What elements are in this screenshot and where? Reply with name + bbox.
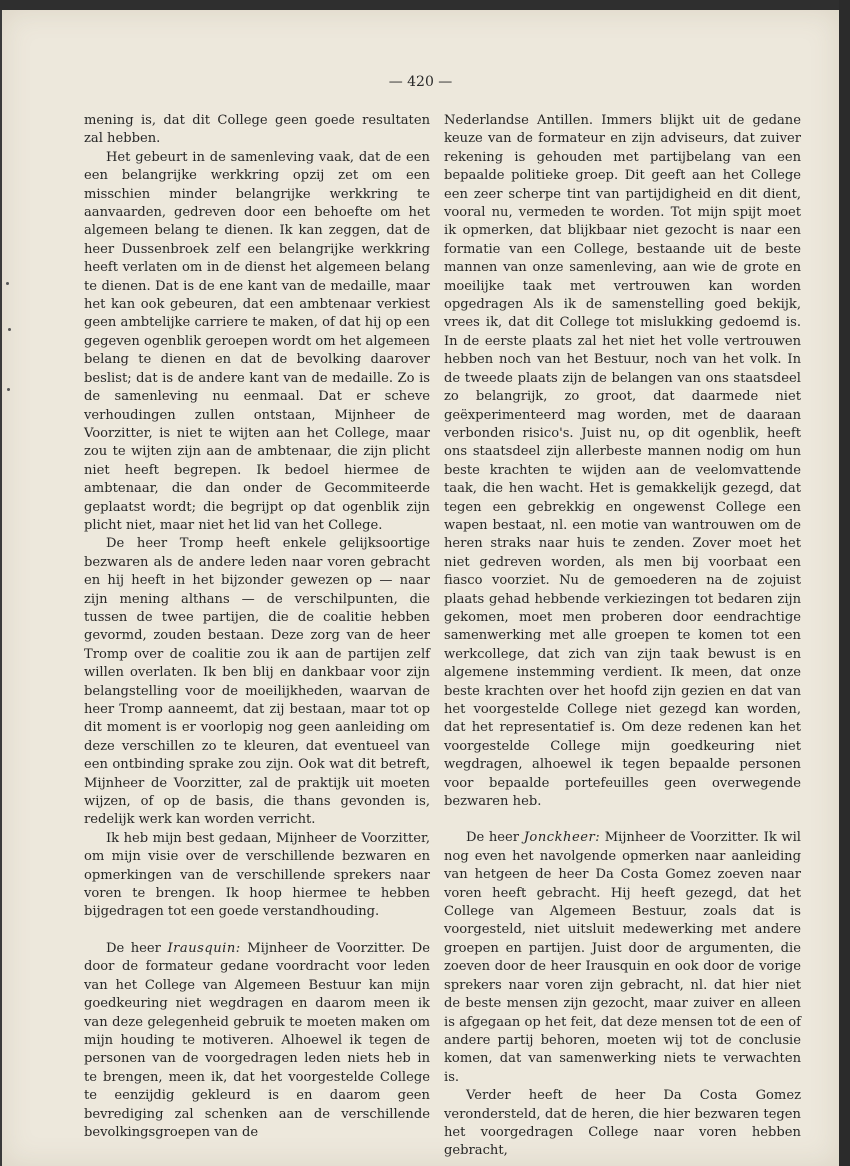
paragraph: mening is, dat dit College geen goede resultaten zal hebben.	[84, 113, 430, 147]
speaker-paragraph	[84, 940, 430, 1142]
speaker-paragraph	[444, 829, 801, 1087]
speaker-name: Jonckheer:	[523, 830, 601, 846]
right-column	[444, 112, 801, 1161]
speaker-text: Mijnheer de Voorzitter. Ik wil nog even het navolgende opmerken naar aanleiding van hetgeen de heer Da Costa Gomez zoeven naar voren heeft gebracht. Hij heeft gezegd, dat het College van Algemeen Bestuur, zoals dat is voorgesteld, niet uitsluit medewerking met andere groepen en partijen. Juist door de argumenten, die zoeven door de heer Irausquin en ook door de vorige sprekers naar voren zijn gebracht, nl. dat hier niet de beste mensen zijn gezocht, maar zuiver en alleen is afgegaan op het feit, dat deze mensen tot de een of andere partij behoren, moeten wij tot de conclusie komen, dat van samenwerking niets te verwachten is.	[444, 830, 801, 1085]
paragraph: Het gebeurt in de samenleving vaak, dat de een een belangrijke werkkring opzij zet om een misschien minder belangrijke werkkring te aanvaarden, gedreven door een behoefte om het algemeen belang te dienen. Ik kan zeggen, dat de heer Dussenbroek zelf een belangrijke werkkring heeft verlaten om in de dienst het algemeen belang te dienen. Dat is de ene kant van de medaille, maar het kan ook gebeuren, dat een ambtenaar verkiest geen ambtelijke carriere te maken, of dat hij op een gegeven ogenblik geroepen wordt om het algemeen belang te dienen en dat de bevolking daarover beslist; dat is de andere kant van de medaille. Zo is de samenleving nu eenmaal. Dat er scheve verhoudingen zullen ontstaan, Mijnheer de Voorzitter, is niet te wijten aan het College, maar zou te wijten zijn aan de ambtenaar, die zijn plicht niet heeft begrepen. Ik bedoel hiermee de ambtenaar, die dan onder de Gecommiteerde geplaatst wordt; die begrijpt op dat ogenblik zijn plicht niet, maar niet het lid van het College.	[84, 149, 430, 533]
paragraph: Verder heeft de heer Da Costa Gomez verondersteld, dat de heren, die hier bezwaren tegen het voorgedragen College naar voren hebben gebracht,	[444, 1088, 801, 1159]
paragraph: De heer Tromp heeft enkele gelijksoortige bezwaren als de andere leden naar voren gebracht en hij heeft in het bijzonder gewezen op — naar zijn mening althans — de verschilpunten, die tussen de twee partijen, die de coalitie hebben gevormd, zouden bestaan. Deze zorg van de heer Tromp over de coalitie zou ik aan de partijen zelf willen overlaten. Ik ben blij en dankbaar voor zijn belangstelling voor de moeilijkheden, waarvan de heer Tromp aanneemt, dat zij bestaan, maar tot op dit moment is er voorlopig nog geen aanleiding om deze verschillen zo te kleuren, dat eventueel van een ontbinding sprake zou zijn. Ook wat dit betreft, Mijnheer de Voorzitter, zal de praktijk uit moeten wijzen, of op de basis, die thans gevonden is, redelijk werk kan worden verricht.	[84, 536, 430, 828]
speaker-prefix: De heer	[106, 940, 161, 956]
paragraph: Ik heb mijn best gedaan, Mijnheer de Voorzitter, om mijn visie over de verschillende bezwaren en opmerkingen van de verschillende sprekers naar voren te brengen. Ik hoop hiermee te hebben bijgedragen tot een goede verstandhouding.	[84, 830, 430, 920]
speaker-name: Irausquin:	[167, 940, 241, 956]
paragraph: Nederlandse Antillen. Immers blijkt uit de gedane keuze van de formateur en zijn adviseurs, dat zuiver rekening is gehouden met partijbelang van een bepaalde politieke groep. Dit geeft aan het College een zeer scherpe tint van partijdigheid en dit dient, vooral nu, vermeden te worden. Tot mijn spijt moet ik opmerken, dat blijkbaar niet gezocht is naar een formatie van een College, bestaande uit de beste mannen van onze samenleving, aan wie de grote en moeilijke taak met vertrouwen kan worden opgedragen Als ik de samenstelling goed bekijk, vrees ik, dat dit College tot mislukking gedoemd is. In de eerste plaats zal het niet het volle vertrouwen hebben noch van het Bestuur, noch van het volk. In de tweede plaats zijn de belangen van ons staatsdeel zo belangrijk, zo groot, dat daarmede niet geëxperimenteerd mag worden, met de daaraan verbonden risico's. Juist nu, op dit ogenblik, heeft ons staatsdeel zijn allerbeste mannen nodig om hun beste krachten te wijden aan de veelomvattende taak, die hen wacht. Het is gemakkelijk gezegd, dat tegen een gebrekkig en ongewenst College een wapen bestaat, nl. een motie van wantrouwen om de heren straks naar huis te zenden. Zover moet het niet gedreven worden, als men bij voorbaat een fiasco voorziet. Nu de gemoederen na de zojuist plaats gehad hebbende verkiezingen tot bedaren zijn gekomen, moet men proberen door eendrachtige samenwerking met alle groepen te komen tot een werkcollege, dat zich van zijn taak bewust is en algemene instemming verdient. Ik meen, dat onze beste krachten over het hoofd zijn gezien en dat van het voorgestelde College niet gezegd kan worden, dat het representatief is. Om deze redenen kan het voorgestelde College mijn goedkeuring niet wegdragen, alhoewel ik tegen bepaalde personen voor bepaalde portefeuilles geen overwegende bezwaren heb.	[444, 113, 801, 810]
margin-dot	[6, 282, 9, 285]
document-page	[2, 10, 839, 1166]
speaker-prefix: De heer	[466, 830, 520, 846]
margin-dot	[8, 328, 11, 331]
scan-right-edge	[839, 0, 850, 1166]
speaker-text: Mijnheer de Voorzitter. De door de formateur gedane voordracht voor leden van het College van Algemeen Bestuur kan mijn goedkeuring niet wegdragen en daarom meen ik van deze gelegenheid gebruik te moeten maken om mijn houding te motiveren. Alhoewel ik tegen de personen van de voorgedragen leden niets heb in te brengen, meen ik, dat het voorgestelde College te eenzijdig gekleurd is en daarom geen bevrediging zal schenken aan de verschillende bevolkingsgroepen van de	[84, 940, 430, 1140]
left-column	[84, 112, 430, 1142]
scan-top-edge	[0, 0, 850, 10]
page-number: — 420 —	[388, 74, 453, 90]
margin-dot	[7, 388, 10, 391]
